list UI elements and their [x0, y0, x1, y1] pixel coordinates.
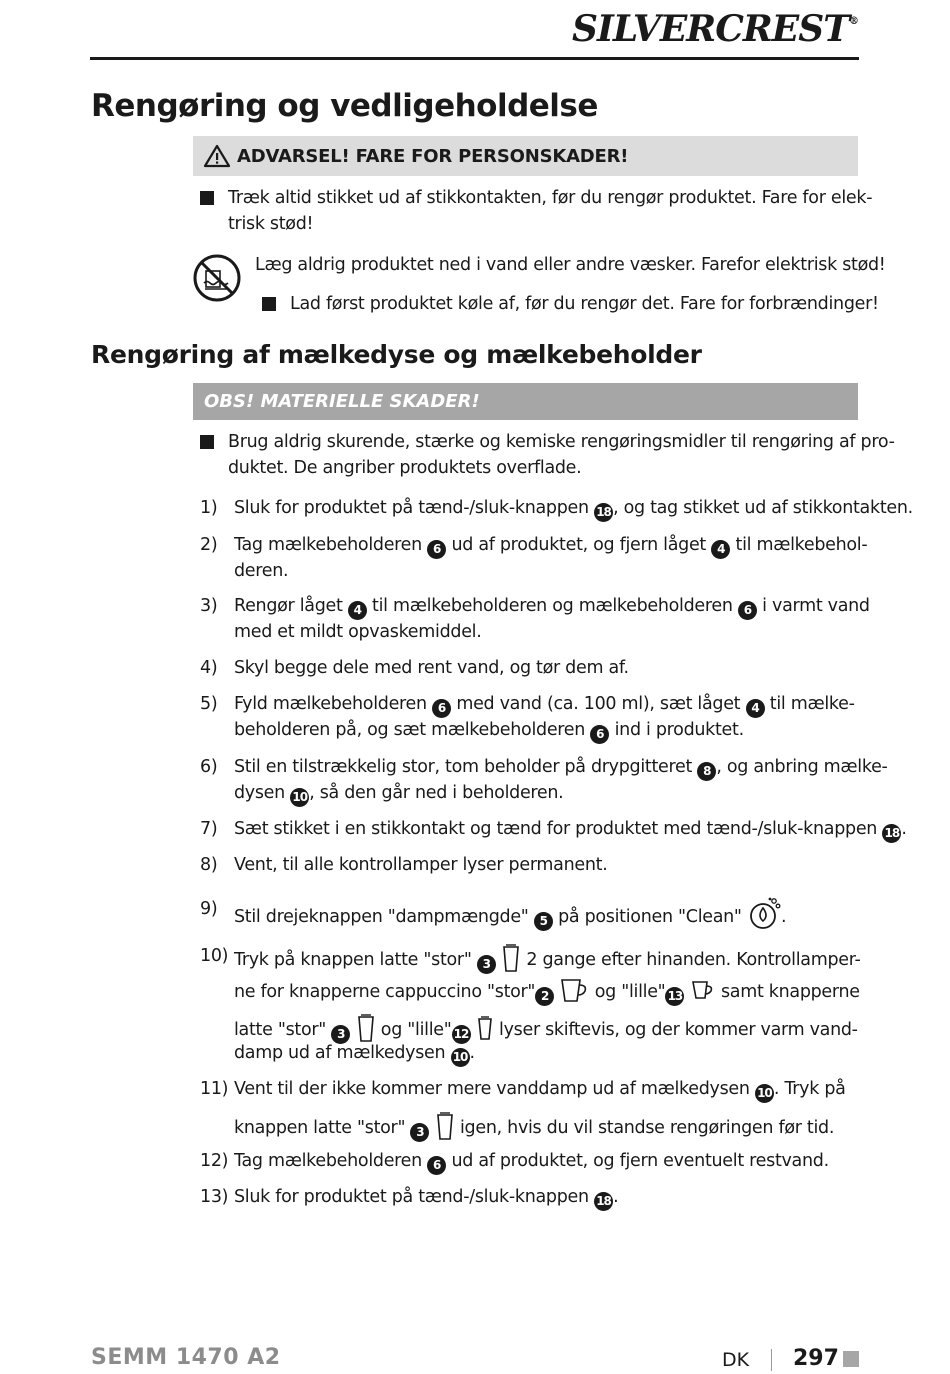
notice-banner	[193, 383, 858, 420]
small-cup-icon	[690, 979, 716, 1001]
ref-marker: 3	[410, 1123, 429, 1142]
large-cup-icon	[559, 977, 589, 1003]
footer-divider	[771, 1349, 772, 1371]
step-number: 12)	[200, 1151, 229, 1171]
ref-marker: 3	[331, 1025, 350, 1044]
ref-marker: 4	[711, 540, 730, 559]
ref-marker: 3	[477, 955, 496, 974]
ref-marker: 10	[755, 1084, 774, 1103]
ref-marker: 18	[882, 824, 901, 843]
warning-bullet-line: Træk altid stikket ud af stikkontakten, før du rengør produktet. Fare for elek-	[228, 188, 873, 208]
step-number: 9)	[200, 899, 218, 919]
step-number: 11)	[200, 1079, 229, 1099]
ref-marker: 13	[665, 987, 684, 1006]
ref-marker: 2	[535, 987, 554, 1006]
step-number: 4)	[200, 658, 218, 678]
warning-triangle-icon	[203, 144, 231, 168]
ref-marker: 12	[452, 1025, 471, 1044]
tall-glass-icon	[356, 1013, 376, 1043]
section-subtitle: Rengøring af mælkedyse og mælkebeholder	[91, 340, 702, 369]
ref-marker: 10	[451, 1048, 470, 1067]
ref-marker: 6	[590, 725, 609, 744]
footer-model: SEMM 1470 A2	[91, 1345, 281, 1370]
footer-square	[843, 1351, 859, 1367]
ref-marker: 6	[432, 699, 451, 718]
header-rule	[90, 57, 859, 60]
step-number: 3)	[200, 596, 218, 616]
step-number: 8)	[200, 855, 218, 875]
bullet-square	[262, 297, 276, 311]
ref-marker: 4	[746, 699, 765, 718]
ref-marker: 6	[738, 601, 757, 620]
immersion-warning-text: Læg aldrig produktet ned i vand eller andre væsker. Farefor elektrisk stød!	[255, 255, 886, 275]
notice-bullet-line: duktet. De angriber produktets overflade.	[228, 458, 582, 478]
step-number: 1)	[200, 498, 218, 518]
notice-bullet-line: Brug aldrig skurende, stærke og kemiske rengøringsmidler til rengøring af pro-	[228, 432, 895, 452]
cooling-warning-text: Lad først produktet køle af, før du rengør det. Fare for forbrændinger!	[290, 294, 879, 314]
ref-marker: 8	[697, 762, 716, 781]
footer-language: DK	[722, 1349, 750, 1371]
section-title: Rengøring og vedligeholdelse	[91, 88, 598, 124]
bullet-square	[200, 191, 214, 205]
page-number: 297	[793, 1346, 839, 1371]
warning-banner	[193, 136, 858, 176]
ref-marker: 5	[534, 912, 553, 931]
clean-drop-icon	[747, 896, 781, 930]
no-immersion-icon	[192, 253, 242, 303]
warning-bullet-line: trisk stød!	[228, 214, 314, 234]
brand-logo: SILVERCREST®	[572, 8, 858, 50]
ref-marker: 18	[594, 1192, 613, 1211]
notice-title: OBS! MATERIELLE SKADER!	[204, 391, 480, 412]
ref-marker: 6	[427, 1156, 446, 1175]
small-glass-icon	[476, 1015, 494, 1041]
tall-glass-icon	[435, 1111, 455, 1141]
ref-marker: 6	[427, 540, 446, 559]
ref-marker: 4	[348, 601, 367, 620]
bullet-square	[200, 435, 214, 449]
tall-glass-icon	[501, 943, 521, 973]
step-number: 13)	[200, 1187, 229, 1207]
warning-title: ADVARSEL! FARE FOR PERSONSKADER!	[237, 145, 629, 167]
step-number: 5)	[200, 694, 218, 714]
ref-marker: 18	[594, 503, 613, 522]
step-number: 7)	[200, 819, 218, 839]
step-number: 6)	[200, 757, 218, 777]
step-number: 10)	[200, 946, 229, 966]
ref-marker: 10	[290, 788, 309, 807]
step-number: 2)	[200, 535, 218, 555]
